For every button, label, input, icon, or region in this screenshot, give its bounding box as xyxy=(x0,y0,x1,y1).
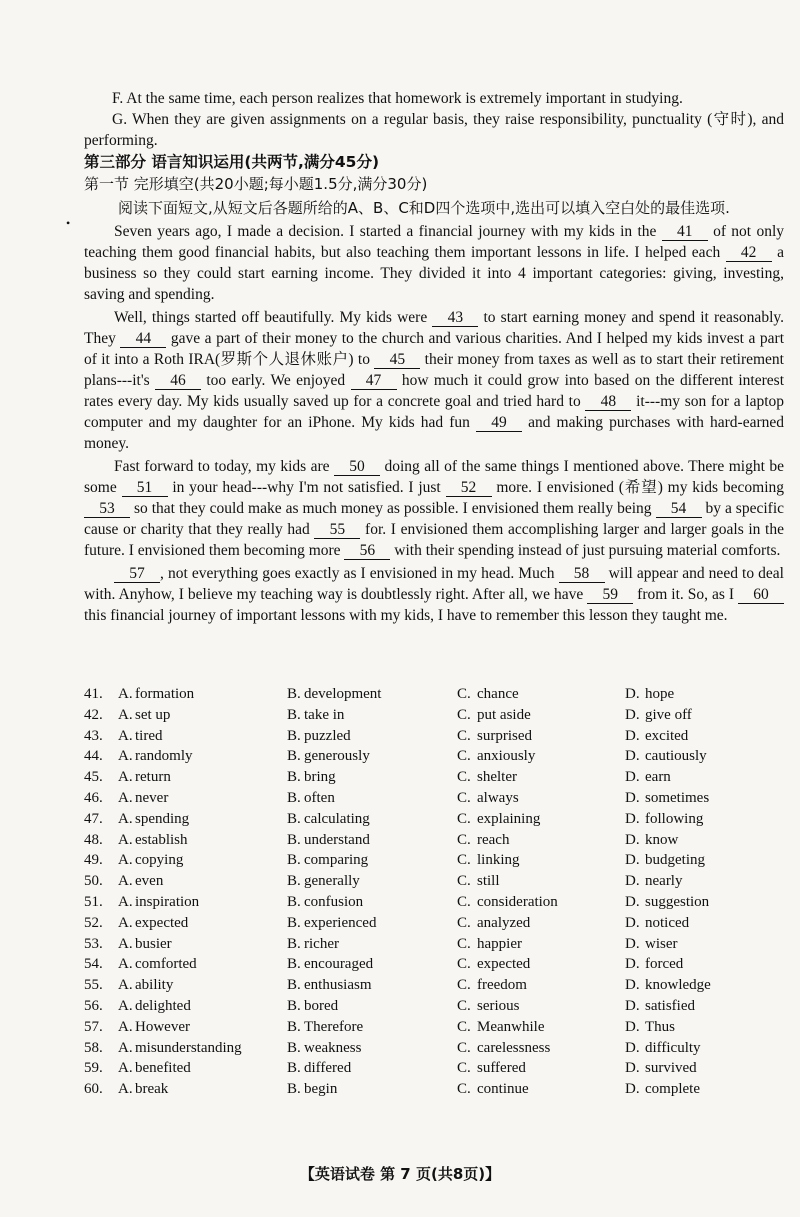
blank-50: 50 xyxy=(334,459,380,476)
option-b: generously xyxy=(304,748,370,765)
question-row xyxy=(84,975,784,996)
option-d: forced xyxy=(645,956,684,973)
option-d: sometimes xyxy=(645,789,710,806)
text: a business so they could start earning income. They divided it into 4 important categories: giving, investing, saving and spending. xyxy=(84,244,784,303)
option-b: bored xyxy=(304,997,339,1014)
option-a: return xyxy=(135,769,171,786)
question-number: 50. xyxy=(84,873,103,890)
option-a: misunderstanding xyxy=(135,1039,242,1056)
option-letter-c: C. xyxy=(457,1060,471,1077)
option-letter-d: D. xyxy=(625,810,640,827)
question-number: 48. xyxy=(84,831,103,848)
question-number: 42. xyxy=(84,706,103,723)
option-a: expected xyxy=(135,914,189,931)
content xyxy=(84,88,784,626)
text: doing all of the same things I mentioned above. There might be some xyxy=(84,458,784,496)
option-b: differed xyxy=(304,1060,352,1077)
text: Seven years ago, I made a decision. I started a financial journey with my kids in the xyxy=(114,223,662,240)
option-a: ability xyxy=(135,977,174,994)
option-b: experienced xyxy=(304,914,377,931)
option-d: Thus xyxy=(645,1018,675,1035)
option-letter-c: C. xyxy=(457,810,471,827)
option-letter-a: A. xyxy=(118,789,133,806)
option-a: delighted xyxy=(135,997,191,1014)
option-d: wiser xyxy=(645,935,678,952)
question-number: 49. xyxy=(84,852,103,869)
option-c: freedom xyxy=(477,977,527,994)
option-b: development xyxy=(304,686,382,702)
option-c: consideration xyxy=(477,893,558,910)
question-number: 45. xyxy=(84,769,103,786)
instruction: 阅读下面短文,从短文后各题所给的A、B、C和D四个选项中,选出可以填入空白处的最佳选项. xyxy=(118,199,730,217)
option-letter-c: C. xyxy=(457,977,471,994)
option-d: satisfied xyxy=(645,997,695,1014)
question-number: 56. xyxy=(84,997,103,1014)
option-b: take in xyxy=(304,706,345,723)
option-letter-a: A. xyxy=(118,706,133,723)
option-d: difficulty xyxy=(645,1039,701,1056)
option-letter-b: B. xyxy=(287,893,301,910)
blank-59: 59 xyxy=(587,587,633,604)
option-a: never xyxy=(135,789,169,806)
question-row xyxy=(84,850,784,871)
option-c: Meanwhile xyxy=(477,1018,545,1035)
page-footer: 【英语试卷 第 7 页(共8页)】 xyxy=(299,1165,501,1183)
text: too early. We enjoyed xyxy=(201,372,351,389)
option-letter-d: D. xyxy=(625,914,640,931)
question-number: 57. xyxy=(84,1018,103,1035)
passage-paragraph-2 xyxy=(84,307,784,454)
question-number: 44. xyxy=(84,748,103,765)
option-letter-d: D. xyxy=(625,852,640,869)
option-letter-c: C. xyxy=(457,956,471,973)
option-d: give off xyxy=(645,706,692,723)
option-letter-d: D. xyxy=(625,727,640,744)
option-c: expected xyxy=(477,956,531,973)
option-d: knowledge xyxy=(645,977,711,994)
option-letter-a: A. xyxy=(118,873,133,890)
option-letter-b: B. xyxy=(287,852,301,869)
part-heading: 第三部分 语言知识运用(共两节,满分45分) xyxy=(84,153,380,171)
question-row xyxy=(84,1038,784,1059)
option-letter-d: D. xyxy=(625,706,640,723)
option-letter-b: B. xyxy=(287,977,301,994)
option-letter-b: B. xyxy=(287,789,301,806)
text: this financial journey of important lessons with my kids, I have to remember this lesson they taught me. xyxy=(84,607,728,624)
option-letter-d: D. xyxy=(625,769,640,786)
option-b: generally xyxy=(304,873,360,890)
question-number: 58. xyxy=(84,1039,103,1056)
option-letter-a: A. xyxy=(118,810,133,827)
option-letter-b: B. xyxy=(287,706,301,723)
option-letter-a: A. xyxy=(118,727,133,744)
option-c: shelter xyxy=(477,769,517,786)
answer-options xyxy=(84,684,784,1100)
question-row xyxy=(84,726,784,747)
option-letter-a: A. xyxy=(118,769,133,786)
passage-paragraph-3 xyxy=(84,456,784,561)
option-d: following xyxy=(645,810,704,827)
option-letter-b: B. xyxy=(287,935,301,952)
option-d: budgeting xyxy=(645,852,705,869)
blank-52: 52 xyxy=(446,480,492,497)
option-d: nearly xyxy=(645,873,683,890)
question-row xyxy=(84,767,784,788)
option-letter-b: B. xyxy=(287,748,301,765)
option-letter-d: D. xyxy=(625,1081,640,1098)
text: Well, things started off beautifully. My kids were xyxy=(114,309,433,326)
option-letter-a: A. xyxy=(118,935,133,952)
option-a: randomly xyxy=(135,748,193,765)
question-number: 60. xyxy=(84,1081,103,1098)
question-number: 41. xyxy=(84,686,103,702)
option-c: continue xyxy=(477,1081,529,1098)
option-letter-d: D. xyxy=(625,956,640,973)
question-row xyxy=(84,996,784,1017)
option-b: enthusiasm xyxy=(304,977,372,994)
text: and making purchases with hard-earned money. xyxy=(84,414,785,452)
question-row xyxy=(84,954,784,975)
option-d: excited xyxy=(645,727,689,744)
question-number: 46. xyxy=(84,789,103,806)
option-letter-b: B. xyxy=(287,1060,301,1077)
blank-42: 42 xyxy=(726,245,772,262)
blank-46: 46 xyxy=(155,373,201,390)
option-a: formation xyxy=(135,686,195,702)
option-letter-b: B. xyxy=(287,686,301,702)
text: their money from taxes as well as to start their retirement plans---it's xyxy=(84,351,784,389)
option-a: even xyxy=(135,873,164,890)
option-b: understand xyxy=(304,831,370,848)
option-letter-c: C. xyxy=(457,1081,471,1098)
option-a: break xyxy=(135,1081,169,1098)
blank-56: 56 xyxy=(344,543,390,560)
option-c: happier xyxy=(477,935,522,952)
option-letter-c: C. xyxy=(457,748,471,765)
blank-51: 51 xyxy=(122,480,168,497)
option-a: copying xyxy=(135,852,184,869)
option-letter-c: C. xyxy=(457,852,471,869)
option-a: benefited xyxy=(135,1060,191,1077)
option-letter-d: D. xyxy=(625,893,640,910)
option-letter-d: D. xyxy=(625,789,640,806)
question-number: 43. xyxy=(84,727,103,744)
option-letter-b: B. xyxy=(287,1081,301,1098)
question-row xyxy=(84,830,784,851)
option-letter-c: C. xyxy=(457,789,471,806)
option-b: calculating xyxy=(304,810,370,827)
option-letter-d: D. xyxy=(625,686,640,702)
passage-paragraph-1 xyxy=(84,221,784,305)
text: will appear and need to deal with. Anyhow, I believe my teaching way is doubtlessly right. After all, we have xyxy=(84,565,784,603)
option-a: However xyxy=(135,1018,190,1035)
margin-dot: • xyxy=(66,216,71,230)
question-number: 52. xyxy=(84,914,103,931)
blank-44: 44 xyxy=(120,331,166,348)
text: how much it could grow into based on the different interest rates every day. My kids usually saved up for a concrete goal and tried hard to xyxy=(84,372,784,410)
option-letter-d: D. xyxy=(625,1060,640,1077)
option-letter-a: A. xyxy=(118,748,133,765)
option-letter-c: C. xyxy=(457,769,471,786)
question-row xyxy=(84,1058,784,1079)
question-number: 55. xyxy=(84,977,103,994)
option-c: carelessness xyxy=(477,1039,551,1056)
option-d: know xyxy=(645,831,679,848)
text: more. I envisioned (希望) my kids becoming xyxy=(491,479,785,496)
text: with their spending instead of just pursuing material comforts. xyxy=(390,542,781,559)
question-row xyxy=(84,934,784,955)
option-b: Therefore xyxy=(304,1018,364,1035)
blank-45: 45 xyxy=(374,352,420,369)
option-letter-a: A. xyxy=(118,1039,133,1056)
option-c: explaining xyxy=(477,810,541,827)
option-letter-c: C. xyxy=(457,914,471,931)
option-a: busier xyxy=(135,935,172,952)
option-c: surprised xyxy=(477,727,532,744)
text: it---my son for a laptop computer and my daughter for an iPhone. My kids had fun xyxy=(84,393,785,431)
blank-58: 58 xyxy=(559,566,605,583)
blank-41: 41 xyxy=(662,224,708,241)
option-letter-a: A. xyxy=(118,1081,133,1098)
question-row xyxy=(84,913,784,934)
blank-53: 53 xyxy=(84,501,130,518)
option-letter-c: C. xyxy=(457,686,471,702)
option-letter-b: B. xyxy=(287,769,301,786)
option-c: always xyxy=(477,789,519,806)
option-d: noticed xyxy=(645,914,690,931)
option-letter-b: B. xyxy=(287,831,301,848)
blank-43: 43 xyxy=(432,310,478,327)
question-row xyxy=(84,1079,784,1100)
option-c: still xyxy=(477,873,500,890)
option-b: often xyxy=(304,789,335,806)
option-letter-d: D. xyxy=(625,977,640,994)
option-letter-b: B. xyxy=(287,997,301,1014)
option-letter-a: A. xyxy=(118,1060,133,1077)
question-number: 51. xyxy=(84,893,103,910)
blank-49: 49 xyxy=(476,415,522,432)
option-b: puzzled xyxy=(304,727,351,744)
option-letter-c: C. xyxy=(457,727,471,744)
passage-paragraph-4 xyxy=(84,563,784,626)
option-letter-c: C. xyxy=(457,831,471,848)
question-number: 59. xyxy=(84,1060,103,1077)
option-letter-c: C. xyxy=(457,893,471,910)
text: from it. So, as I xyxy=(633,586,738,603)
option-letter-c: C. xyxy=(457,997,471,1014)
text: gave a part of their money to the church and various charities. And I helped my kids invest a part of it into a Roth IRA(罗斯个人退休账户) to xyxy=(84,330,784,368)
text: , not everything goes exactly as I envisioned in my head. Much xyxy=(160,565,559,582)
option-letter-d: D. xyxy=(625,1039,640,1056)
option-letter-c: C. xyxy=(457,706,471,723)
option-c: put aside xyxy=(477,706,531,723)
option-a: inspiration xyxy=(135,893,200,910)
question-row xyxy=(84,809,784,830)
option-b: comparing xyxy=(304,852,369,869)
option-c: anxiously xyxy=(477,748,536,765)
blank-48: 48 xyxy=(585,394,631,411)
option-letter-b: B. xyxy=(287,1039,301,1056)
option-c: chance xyxy=(477,686,519,702)
question-number: 47. xyxy=(84,810,103,827)
option-c: analyzed xyxy=(477,914,531,931)
option-letter-d: D. xyxy=(625,997,640,1014)
question-row xyxy=(84,705,784,726)
option-letter-c: C. xyxy=(457,935,471,952)
option-letter-a: A. xyxy=(118,686,133,702)
text: Fast forward to today, my kids are xyxy=(114,458,335,475)
blank-57: 57 xyxy=(114,566,160,583)
blank-47: 47 xyxy=(351,373,397,390)
option-letter-b: B. xyxy=(287,914,301,931)
text: so that they could make as much money as possible. I envisioned them really being xyxy=(130,500,656,517)
option-a: set up xyxy=(135,706,171,723)
text: of not only teaching them good financial habits, but also teaching them important lessons in life. I helped each xyxy=(84,223,785,261)
option-letter-c: C. xyxy=(457,873,471,890)
option-letter-c: C. xyxy=(457,1039,471,1056)
question-row xyxy=(84,746,784,767)
option-letter-d: D. xyxy=(625,1018,640,1035)
option-letter-b: B. xyxy=(287,727,301,744)
option-letter-d: D. xyxy=(625,935,640,952)
question-row xyxy=(84,684,784,705)
option-letter-a: A. xyxy=(118,852,133,869)
option-g: G. When they are given assignments on a regular basis, they raise responsibility, punctuality (守时), and performing. xyxy=(84,111,784,149)
option-c: serious xyxy=(477,997,520,1014)
option-letter-b: B. xyxy=(287,956,301,973)
option-c: reach xyxy=(477,831,510,848)
option-d: suggestion xyxy=(645,893,710,910)
option-letter-a: A. xyxy=(118,997,133,1014)
option-letter-a: A. xyxy=(118,977,133,994)
question-row xyxy=(84,871,784,892)
option-a: comforted xyxy=(135,956,197,973)
option-letter-a: A. xyxy=(118,914,133,931)
option-letter-a: A. xyxy=(118,1018,133,1035)
option-d: survived xyxy=(645,1060,697,1077)
option-b: confusion xyxy=(304,893,364,910)
option-d: hope xyxy=(645,686,675,702)
option-b: bring xyxy=(304,769,336,786)
text: to start earning money and spend it reasonably. They xyxy=(84,309,784,347)
option-c: suffered xyxy=(477,1060,526,1077)
question-row xyxy=(84,892,784,913)
option-letter-a: A. xyxy=(118,956,133,973)
text: by a specific cause or charity that they really had xyxy=(84,500,785,538)
option-letter-c: C. xyxy=(457,1018,471,1035)
option-letter-a: A. xyxy=(118,893,133,910)
option-a: spending xyxy=(135,810,190,827)
blank-55: 55 xyxy=(314,522,360,539)
question-number: 53. xyxy=(84,935,103,952)
question-row xyxy=(84,1017,784,1038)
option-letter-d: D. xyxy=(625,873,640,890)
blank-60: 60 xyxy=(738,587,784,604)
option-d: complete xyxy=(645,1081,700,1098)
option-b: begin xyxy=(304,1081,338,1098)
option-a: establish xyxy=(135,831,188,848)
option-b: weakness xyxy=(304,1039,362,1056)
option-letter-a: A. xyxy=(118,831,133,848)
option-letter-b: B. xyxy=(287,1018,301,1035)
option-f: F. At the same time, each person realizes that homework is extremely important in studying. xyxy=(112,90,683,107)
text: for. I envisioned them accomplishing larger and larger goals in the future. I envisioned them becoming more xyxy=(84,521,784,559)
option-a: tired xyxy=(135,727,163,744)
section-heading: 第一节 完形填空(共20小题;每小题1.5分,满分30分) xyxy=(84,175,428,193)
option-c: linking xyxy=(477,852,520,869)
option-letter-d: D. xyxy=(625,831,640,848)
blank-54: 54 xyxy=(656,501,702,518)
option-b: richer xyxy=(304,935,339,952)
option-b: encouraged xyxy=(304,956,374,973)
question-row xyxy=(84,788,784,809)
option-letter-d: D. xyxy=(625,748,640,765)
option-letter-b: B. xyxy=(287,873,301,890)
question-number: 54. xyxy=(84,956,103,973)
option-d: earn xyxy=(645,769,671,786)
option-letter-b: B. xyxy=(287,810,301,827)
text: in your head---why I'm not satisfied. I just xyxy=(167,479,446,496)
option-d: cautiously xyxy=(645,748,707,765)
